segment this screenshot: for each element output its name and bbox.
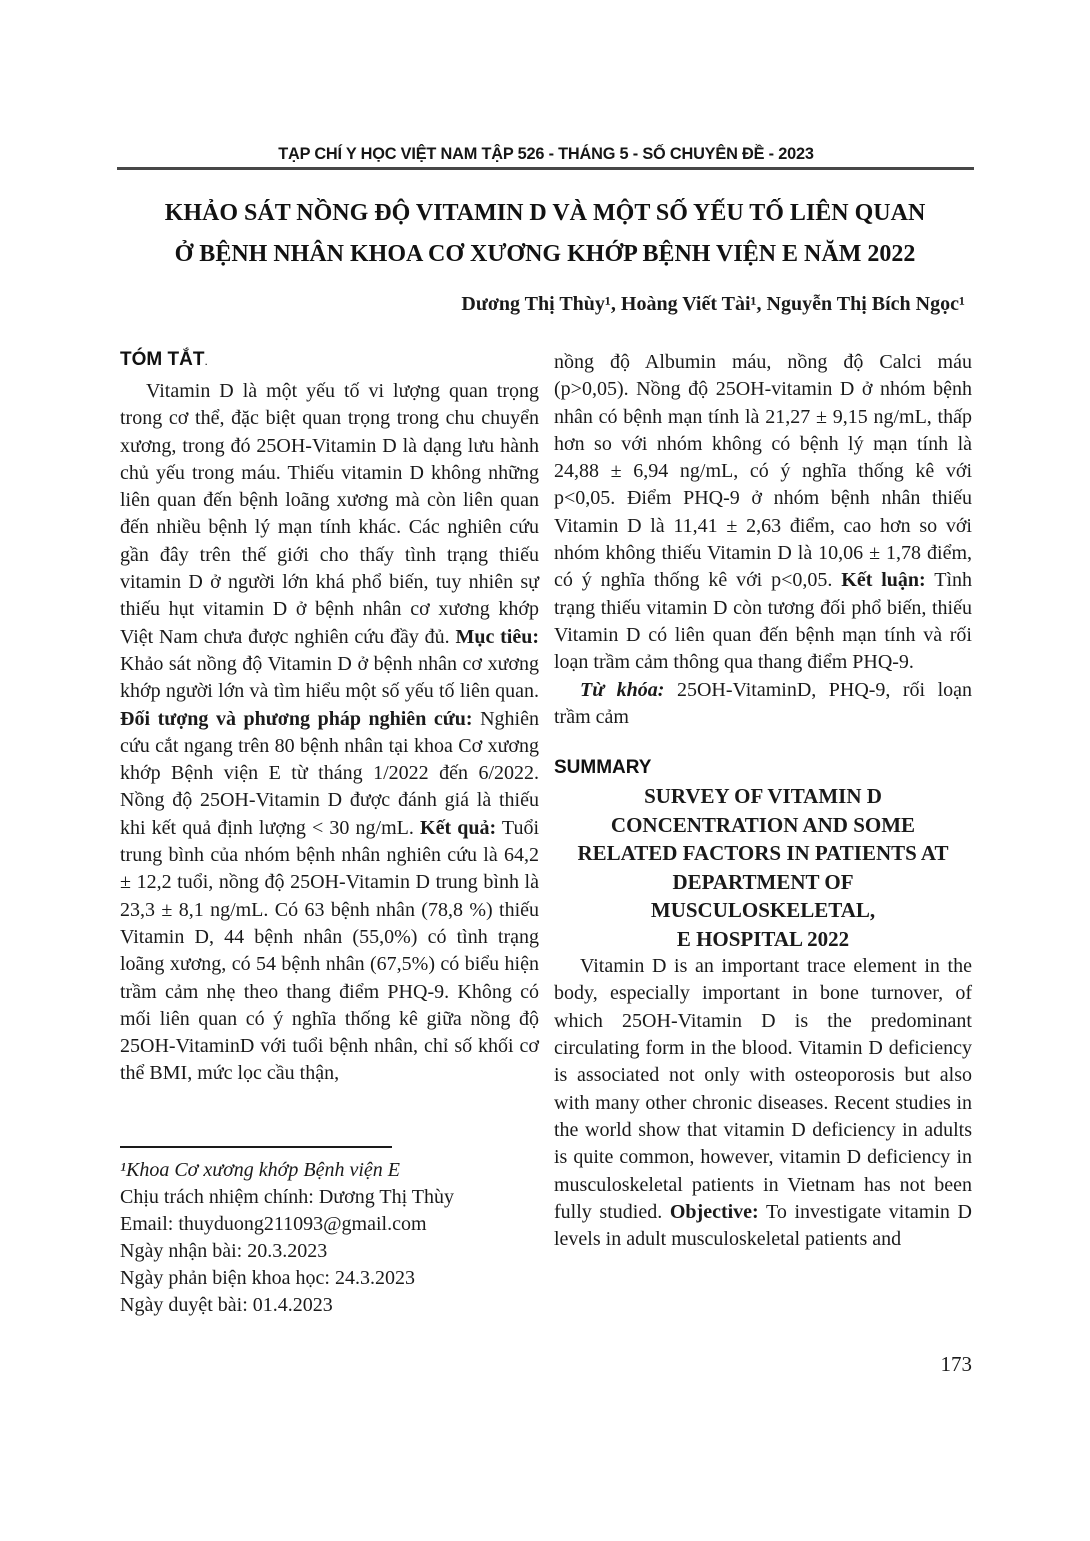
abstract-paragraph: Vitamin D là một yếu tố vi lượng quan trọng trong cơ thể, đặc biệt quan trọng trong chu chuyển xương, trong đó 25OH-Vitamin D là dạng lưu hành chủ yếu trong máu. Thiếu vitamin D không những liên quan đến bệnh loãng xương mà còn liên quan đến nhiều bệnh lý mạn tính khác. Các nghiên cứu gần đây trên thế giới cho thấy tình trạng thiếu vitamin D ở người lớn khá phổ biến, tuy nhiên sự thiếu hụt vitamin D ở bệnh nhân cơ xương khớp Việt Nam chưa được nghiên cứu đầy đủ. Mục tiêu: Khảo sát nồng độ Vitamin D ở bệnh nhân cơ xương khớp người lớn và tìm hiểu một số yếu tố liên quan. Đối tượng và phương pháp nghiên cứu: Nghiên cứu cắt ngang trên 80 bệnh nhân tại khoa Cơ xương khớp Bệnh viện E từ tháng 1/2022 đến 6/2022. Nồng độ 25OH-Vitamin D được đánh giá là thiếu khi kết quả định lượng < 30 ng/mL. Kết quả: Tuổi trung bình của nhóm bệnh nhân nghiên cứu là 64,2 ± 12,2 tuổi, nồng độ 25OH-Vitamin D trung bình là 23,3 ± 8,1 ng/mL. Có 63 bệnh nhân (78,8 %) thiếu Vitamin D, 44 bệnh nhân (55,0%) có tình trạng loãng xương, có 54 bệnh nhân (67,5%) có biểu hiện trầm cảm nhẹ theo thang điểm PHQ-9. Không có mối liên quan có ý nghĩa thống kê giữa nồng độ 25OH-VitaminD với tuổi bệnh nhân, chỉ số khối cơ thể BMI, mức lọc cầu thận, (120, 380, 540, 1085)
footnote-contact-lines: Chịu trách nhiệm chính: Dương Thị Thùy Email: thuyduong211093@gmail.com Ngày nhận bài: 20.3.2023 Ngày phản biện khoa học: 24.3.2023 Ngày duyệt bài: 01.4.2023 (120, 1186, 454, 1316)
header-rule (117, 167, 974, 170)
abstract-heading (120, 349, 539, 371)
footnote-affiliation: ¹Khoa Cơ xương khớp Bệnh viện E (120, 1159, 400, 1181)
right-column (554, 349, 972, 1253)
keywords-line: Từ khóa: 25OH-VitaminD, PHQ-9, rối loạn trầm cảm (554, 678, 973, 728)
summary-heading: SUMMARY (554, 757, 652, 779)
page-number: 173 (940, 1352, 972, 1376)
authors-line: Dương Thị Thùy¹, Hoàng Viết Tài¹, Nguyễn Thị Bích Ngọc¹ (461, 293, 965, 315)
abstract-heading-text: TÓM TẮT (120, 349, 205, 370)
journal-header: TẠP CHÍ Y HỌC VIỆT NAM TẬP 526 - THÁNG 5 - SỐ CHUYÊN ĐỀ - 2023 (278, 144, 814, 163)
footnote-separator (120, 1146, 392, 1148)
abstract-heading-dot: . (204, 354, 208, 368)
footnote-block (120, 1146, 539, 1319)
article-title: KHẢO SÁT NỒNG ĐỘ VITAMIN D VÀ MỘT SỐ YẾU TỐ LIÊN QUAN Ở BỆNH NHÂN KHOA CƠ XƯƠNG KHỚP BỆNH VIỆN E NĂM 2022 (164, 200, 926, 267)
left-column (120, 349, 539, 1088)
summary-paragraph: Vitamin D is an important trace element in the body, especially important in bone turnover, of which 25OH-Vitamin D is the predominant circulating form in the blood. Vitamin D deficiency is associated not only with osteoporosis but also with many other chronic diseases. Recent studies in the world show that vitamin D deficiency in adults is quite common, however, vitamin D deficiency in musculoskeletal patients in Vietnam has not been fully studied. Objective: To investigate vitamin D levels in adult musculoskeletal patients and (554, 955, 972, 1251)
abstract-continuation: nồng độ Albumin máu, nồng độ Calci máu (p>0,05). Nồng độ 25OH-vitamin D ở nhóm bệnh nhân có bệnh mạn tính là 21,27 ± 9,15 ng/mL, thấp hơn so với nhóm không có bệnh lý mạn tính là 24,88 ± 6,94 ng/mL, có ý nghĩa thống kê với p<0,05. Điểm PHQ-9 ở nhóm bệnh nhân thiếu Vitamin D là 11,41 ± 2,63 điểm, cao hơn so với nhóm không thiếu Vitamin D là 10,06 ± 1,78 điểm, có ý nghĩa thống kê với p<0,05. Kết luận: Tình trạng thiếu vitamin D còn tương đối phổ biến, thiếu Vitamin D có liên quan đến bệnh mạn tính và rối loạn trầm cảm thông qua thang điểm PHQ-9. (554, 351, 973, 674)
summary-title: SURVEY OF VITAMIN D CONCENTRATION AND SOME RELATED FACTORS IN PATIENTS AT DEPARTMENT OF MUSCULOSKELETAL, E HOSPITAL 2022 (577, 784, 949, 951)
